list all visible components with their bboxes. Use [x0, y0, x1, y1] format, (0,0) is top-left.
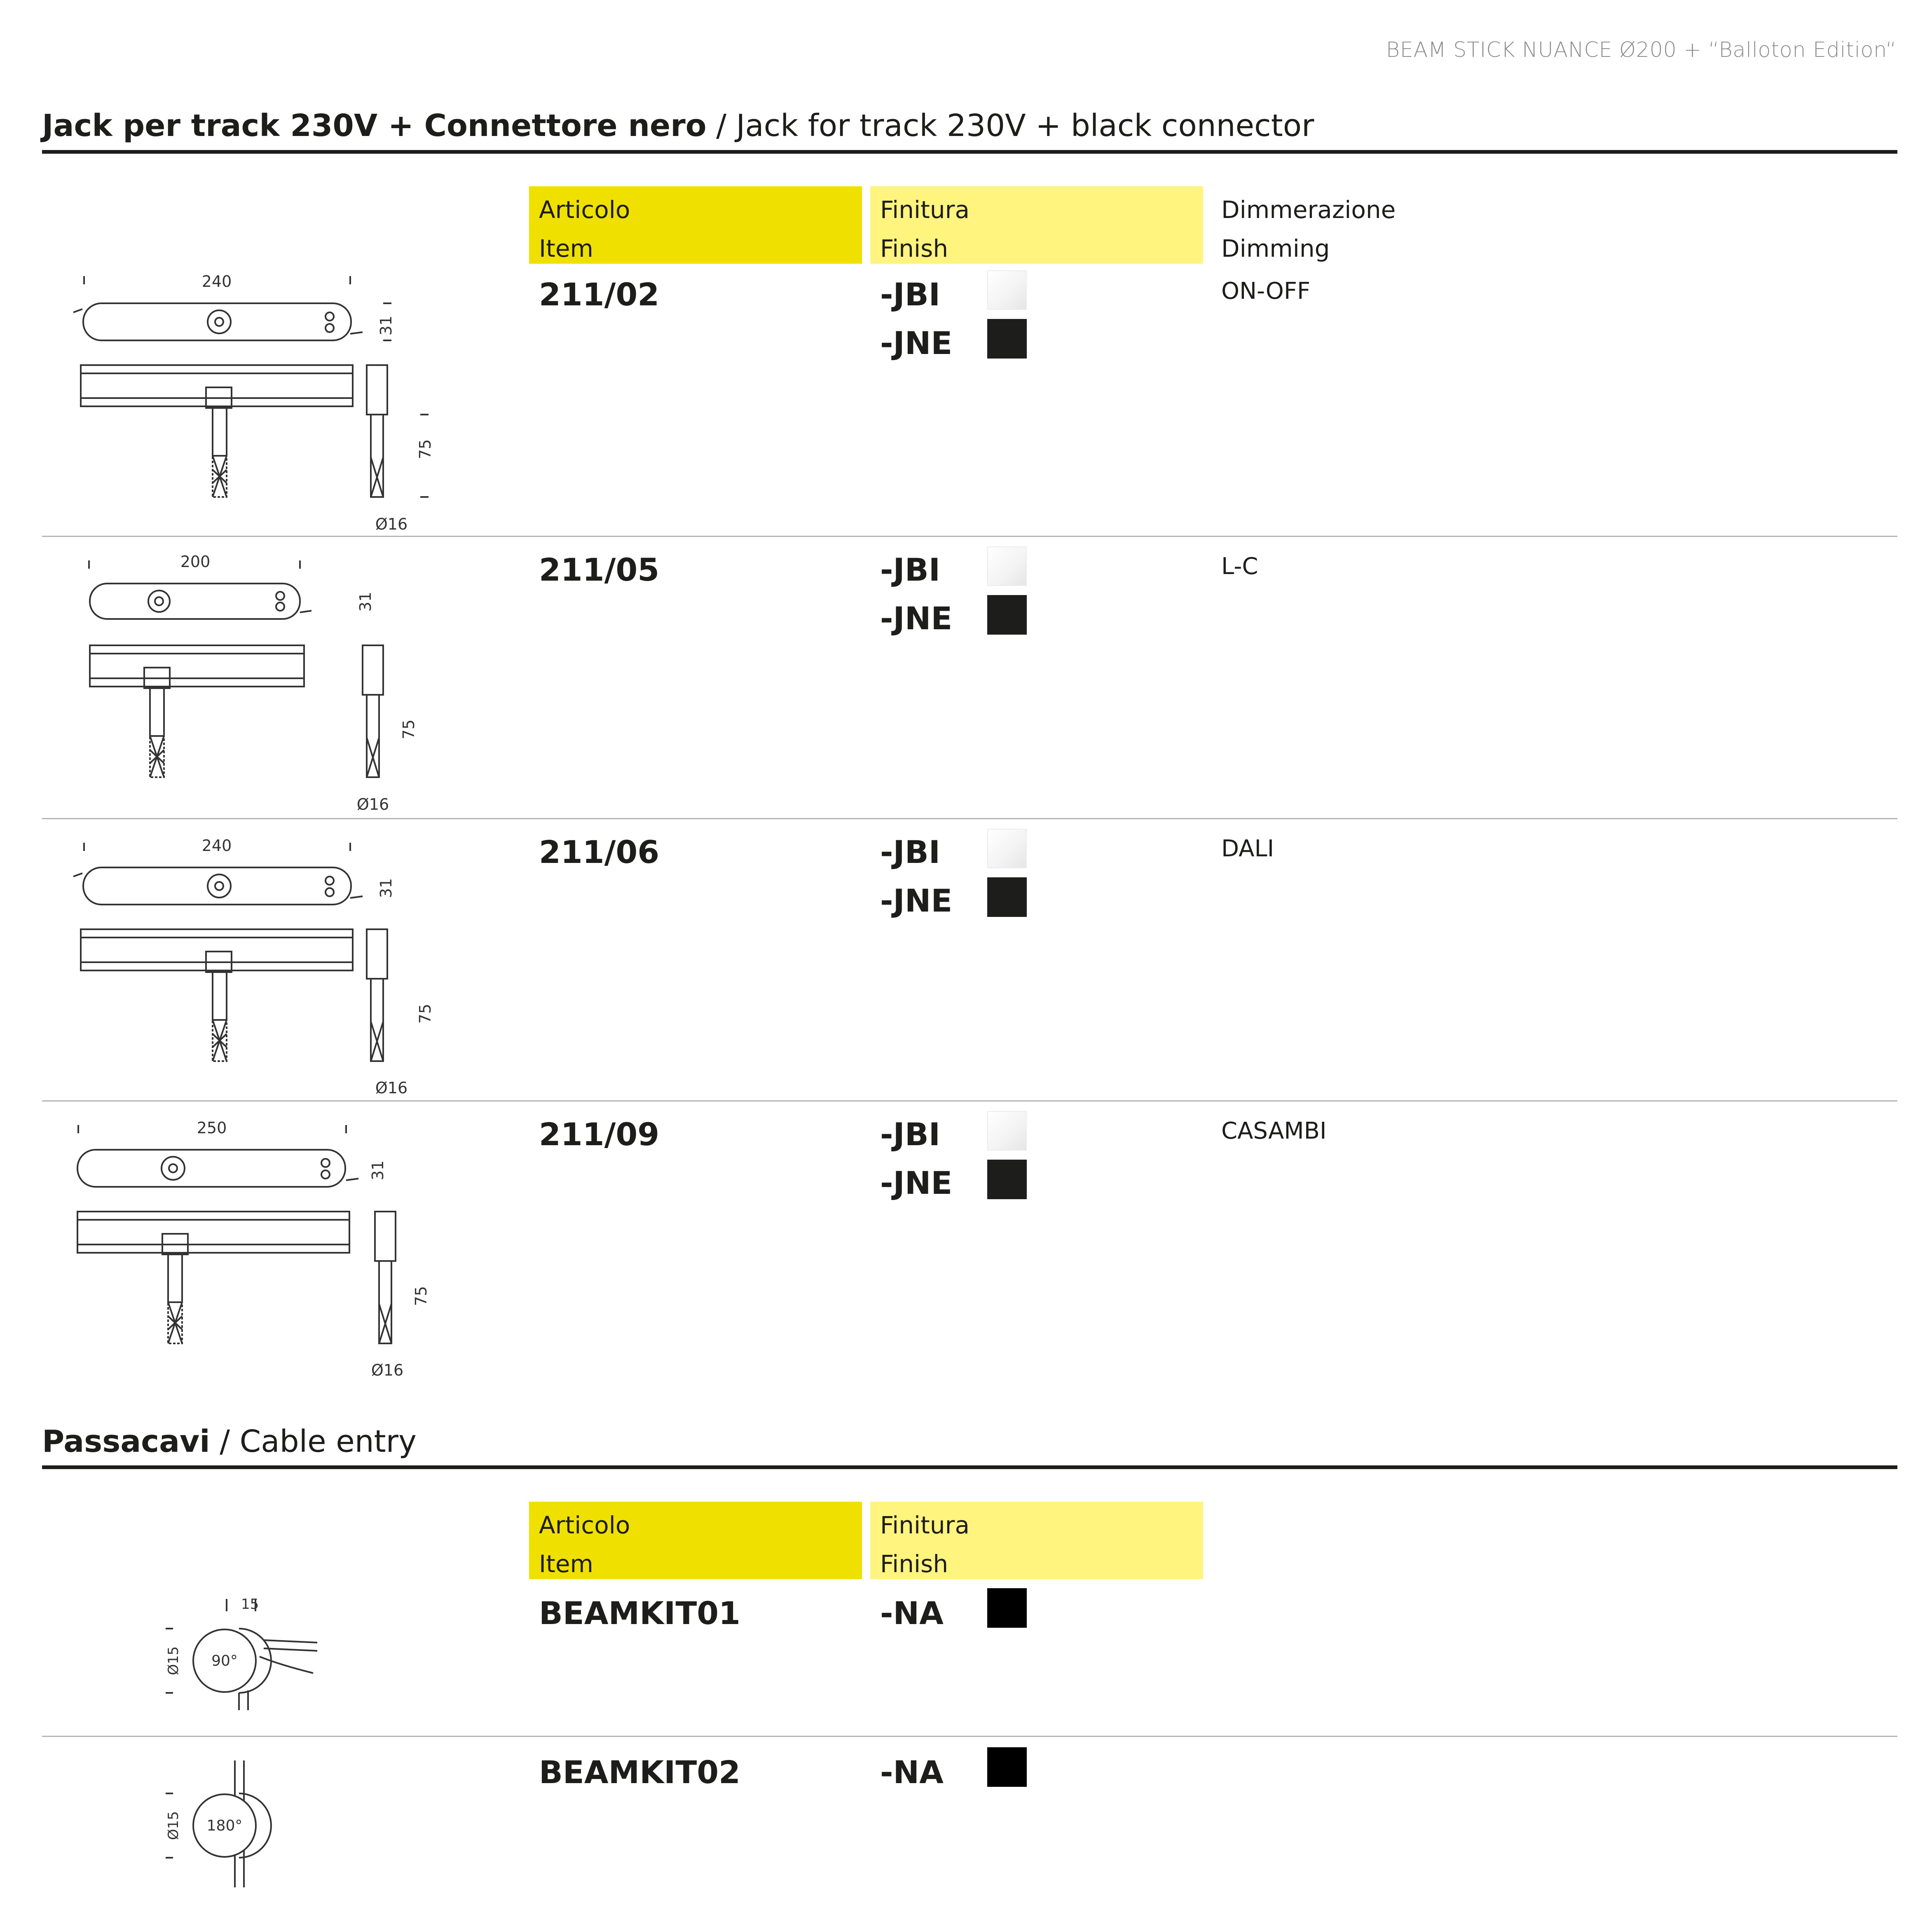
item-header-en: Item	[539, 234, 594, 263]
dimension-width: 15	[241, 1596, 259, 1613]
finish-code-black: -JNE	[880, 325, 953, 361]
dimension-length: 200	[180, 553, 211, 571]
white-finish-swatch	[987, 270, 1027, 310]
item-code: 211/09	[539, 1116, 660, 1153]
finish-header	[870, 1502, 1203, 1579]
dimension-length: 240	[201, 837, 232, 855]
finish-code-white: -JBI	[880, 276, 941, 313]
finish-code-black: -JNE	[880, 882, 953, 919]
cable-entry-drawing	[157, 1595, 338, 1718]
jack-drawing	[66, 1109, 445, 1381]
dimension-stem: 75	[400, 719, 418, 740]
dimming-header	[1211, 186, 1544, 264]
white-finish-swatch	[987, 829, 1027, 868]
row-divider	[42, 818, 1897, 819]
dimension-height: 31	[356, 591, 375, 612]
item-header	[529, 1502, 862, 1579]
finish-code: -NA	[880, 1754, 944, 1791]
row-divider	[42, 1100, 1897, 1102]
finish-code-white: -JBI	[880, 1116, 941, 1153]
black-finish-swatch	[987, 877, 1027, 917]
angle-label: 90°	[211, 1652, 238, 1669]
dimension-height: 31	[377, 315, 395, 336]
finish-header-it: Finitura	[880, 1511, 970, 1539]
dimension-diameter: Ø15	[165, 1646, 182, 1676]
finish-header-en: Finish	[880, 1550, 948, 1578]
black-finish-swatch	[987, 1160, 1027, 1199]
black-finish-swatch	[987, 1747, 1027, 1787]
jack-drawing	[66, 264, 445, 536]
page-header: BEAM STICK NUANCE Ø200 + “Balloton Edition“	[1386, 38, 1897, 62]
item-header-en: Item	[539, 1550, 594, 1578]
finish-code-black: -JNE	[880, 1165, 953, 1201]
dimension-diameter: Ø16	[371, 1361, 404, 1379]
cable-entry-drawing	[157, 1756, 338, 1896]
finish-code-white: -JBI	[880, 551, 941, 588]
section-title-it: Passacavi	[42, 1424, 210, 1459]
item-code: BEAMKIT01	[539, 1595, 741, 1631]
dimming-value: CASAMBI	[1221, 1118, 1327, 1144]
item-header	[529, 186, 862, 264]
dimming-header-en: Dimming	[1221, 234, 1330, 263]
dimension-diameter: Ø16	[356, 795, 389, 813]
dimension-length: 240	[201, 272, 232, 291]
item-code: 211/06	[539, 834, 660, 870]
dimming-header-it: Dimmerazione	[1221, 196, 1396, 224]
dimension-diameter: Ø16	[375, 515, 408, 533]
section-divider	[42, 1465, 1897, 1469]
finish-header-it: Finitura	[880, 196, 970, 224]
item-header-it: Articolo	[539, 1511, 630, 1539]
section-title-cable-entry	[42, 1424, 417, 1459]
item-code: 211/02	[539, 276, 660, 313]
dimension-diameter: Ø16	[375, 1079, 408, 1097]
row-divider	[42, 1736, 1897, 1737]
finish-header-en: Finish	[880, 234, 948, 263]
dimension-diameter: Ø15	[165, 1811, 182, 1840]
dimming-value: DALI	[1221, 835, 1274, 862]
dimming-value: ON-OFF	[1221, 278, 1311, 305]
dimension-stem: 75	[416, 439, 434, 459]
finish-code: -NA	[880, 1595, 944, 1631]
section-title-en: / Jack for track 230V + black connector	[706, 108, 1314, 143]
dimension-stem: 75	[412, 1286, 430, 1306]
angle-label: 180°	[206, 1817, 243, 1834]
finish-header	[870, 186, 1203, 264]
white-finish-swatch	[987, 1111, 1027, 1151]
finish-code-white: -JBI	[880, 834, 941, 870]
dimension-height: 31	[377, 878, 395, 898]
dimension-stem: 75	[416, 1003, 434, 1024]
row-divider	[42, 536, 1897, 537]
black-finish-swatch	[987, 595, 1027, 635]
section-divider	[42, 150, 1897, 154]
white-finish-swatch	[987, 546, 1027, 586]
jack-drawing	[66, 826, 445, 1098]
finish-code-black: -JNE	[880, 600, 953, 637]
section-title-jack	[42, 108, 1314, 143]
jack-drawing	[66, 544, 445, 816]
black-finish-swatch	[987, 1588, 1027, 1628]
item-header-it: Articolo	[539, 196, 630, 224]
section-title-it: Jack per track 230V + Connettore nero	[42, 108, 707, 143]
item-code: BEAMKIT02	[539, 1754, 741, 1791]
section-title-en: / Cable entry	[210, 1424, 417, 1459]
black-finish-swatch	[987, 319, 1027, 359]
dimming-value: L-C	[1221, 553, 1258, 580]
dimension-length: 250	[197, 1119, 227, 1137]
item-code: 211/05	[539, 551, 660, 588]
dimension-height: 31	[369, 1160, 387, 1181]
